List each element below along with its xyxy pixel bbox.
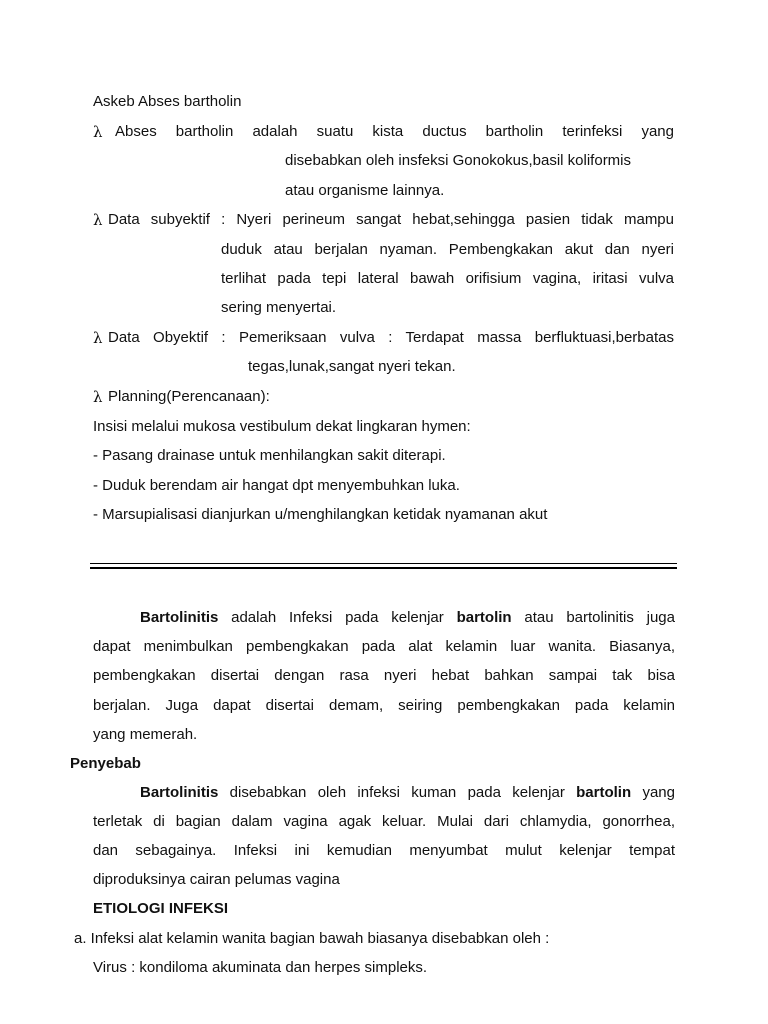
penyebab-paragraph-line1 [140,783,675,803]
data-subyektif-line2: duduk atau berjalan nyaman. Pembengkakan akut dan nyeri [221,241,674,258]
lambda-bullet-icon: λ [93,388,103,406]
data-obyektif-line2: tegas,lunak,sangat nyeri tekan. [248,358,456,375]
lambda-bullet-icon: λ [93,329,103,347]
section-divider-bottom [90,567,677,569]
data-subyektif-line1: Data subyektif : Nyeri perineum sangat hebat,sehingga pasien tidak mampu [108,211,674,228]
penyebab-paragraph-line3: dan sebagainya. Infeksi ini kemudian menyumbat mulut kelenjar tempat [93,842,675,859]
bold-term: Bartolinitis [140,784,219,801]
data-subyektif-line4: sering menyertai. [221,299,337,316]
text-span: yang [631,784,675,801]
data-obyektif-line1: Data Obyektif : Pemeriksaan vulva : Terdapat massa berfluktuasi,berbatas [108,329,674,346]
bold-term: bartolin [456,609,512,626]
etiologi-virus-line: Virus : kondiloma akuminata dan herpes simpleks. [93,959,428,976]
data-subyektif-line3: terlihat pada tepi lateral bawah orifisium vagina, iritasi vulva [221,270,674,287]
penyebab-heading: Penyebab [70,755,141,772]
etiologi-heading: ETIOLOGI INFEKSI [93,900,229,917]
bartolinitis-paragraph-line2: dapat menimbulkan pembengkakan pada alat kelamin luar wanita. Biasanya, [93,638,675,655]
bartolinitis-paragraph-line5: yang memerah. [93,726,198,743]
penyebab-paragraph-line2: terletak di bagian dalam vagina agak keluar. Mulai dari chlamydia, gonorrhea, [93,813,675,830]
penyebab-paragraph-line4: diproduksinya cairan pelumas vagina [93,871,340,888]
bartolinitis-paragraph-line1 [140,608,675,628]
lambda-bullet-icon: λ [93,123,103,141]
planning-item-3: - Marsupialisasi dianjurkan u/menghilangkan ketidak nyamanan akut [93,506,548,523]
bartolinitis-paragraph-line3: pembengkakan disertai dengan rasa nyeri hebat bahkan sampai tak bisa [93,667,675,684]
abses-definition-line3: atau organisme lainnya. [285,182,445,199]
abses-definition-line1: Abses bartholin adalah suatu kista ductus bartholin terinfeksi yang [115,123,674,140]
insisi-line: Insisi melalui mukosa vestibulum dekat lingkaran hymen: [93,418,471,435]
section-divider-top [90,563,677,564]
document-title: Askeb Abses bartholin [93,93,242,110]
bartolinitis-paragraph-line4: berjalan. Juga dapat disertai demam, seiring pembengkakan pada kelamin [93,697,675,714]
lambda-bullet-icon: λ [93,211,103,229]
etiologi-item-a: a. Infeksi alat kelamin wanita bagian bawah biasanya disebabkan oleh : [74,930,550,947]
abses-definition-line2: disebabkan oleh insfeksi Gonokokus,basil koliformis [285,152,632,169]
text-span: atau bartolinitis juga [511,609,675,626]
planning-item-1: - Pasang drainase untuk menhilangkan sakit diterapi. [93,447,446,464]
planning-heading: Planning(Perencanaan): [108,388,270,405]
text-span: adalah Infeksi pada kelenjar [218,609,457,626]
planning-item-2: - Duduk berendam air hangat dpt menyembuhkan luka. [93,477,460,494]
bold-term: Bartolinitis [140,609,219,626]
text-span: disebabkan oleh infeksi kuman pada kelenjar [218,784,577,801]
bold-term: bartolin [576,784,632,801]
